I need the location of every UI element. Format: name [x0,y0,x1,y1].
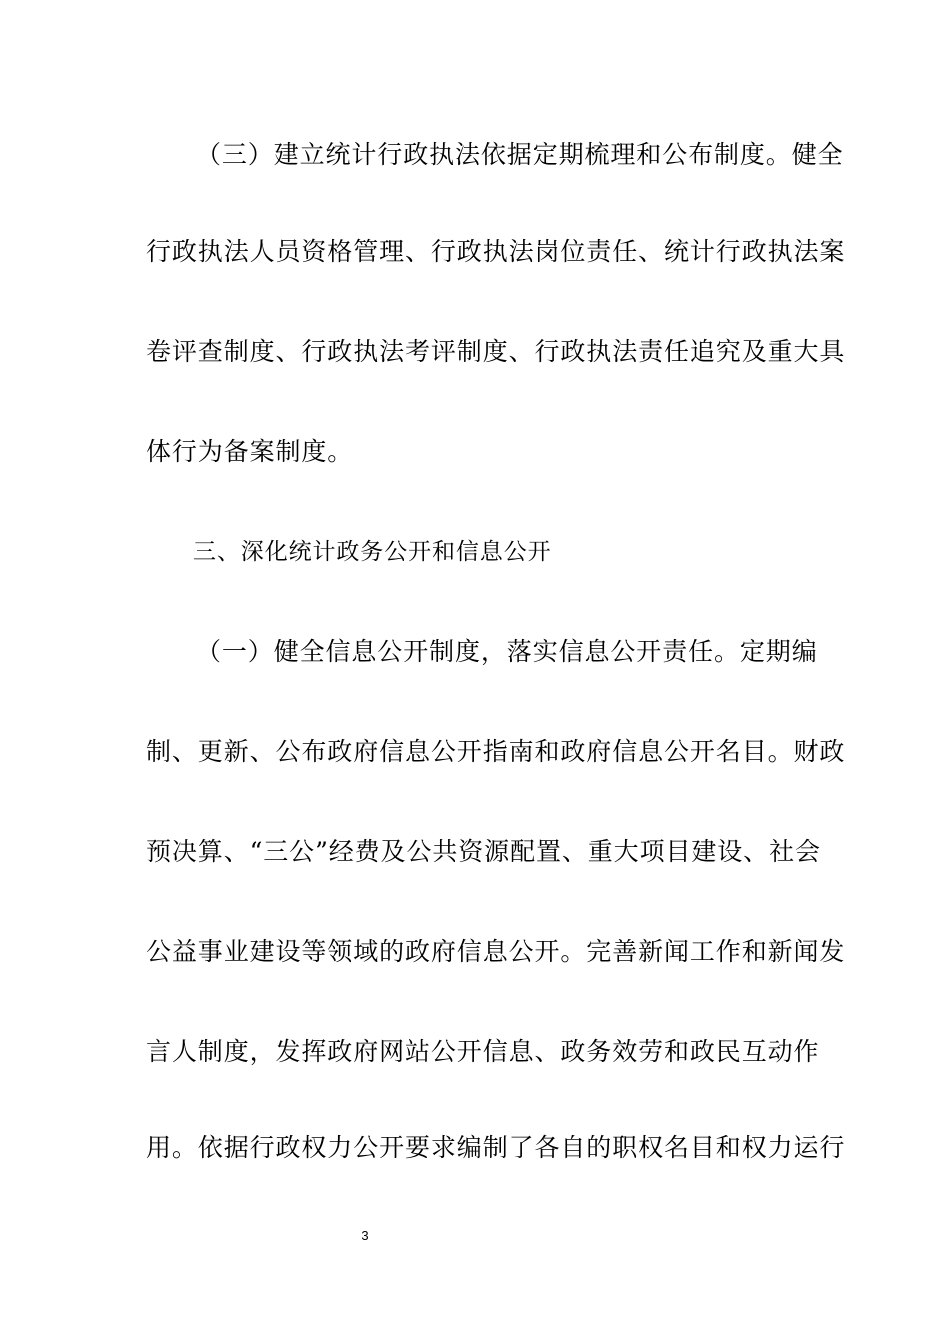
paragraph-line: 用。依据行政权力公开要求编制了各自的职权名目和权力运行 [146,1133,846,1162]
paragraph-line: （三）建立统计行政执法依据定期梳理和公布制度。健全 [196,140,844,169]
page-number: 3 [361,1228,369,1243]
paragraph-line: 预决算、“三公”经费及公共资源配置、重大项目建设、社会 [146,837,821,866]
section-heading: 三、深化统计政务公开和信息公开 [193,539,552,565]
paragraph-line: 制、更新、公布政府信息公开指南和政府信息公开名目。财政 [146,737,846,766]
paragraph-line: （一）健全信息公开制度，落实信息公开责任。定期编 [196,637,818,666]
paragraph-line: 公益事业建设等领域的政府信息公开。完善新闻工作和新闻发 [146,937,846,966]
paragraph-line: 行政执法人员资格管理、行政执法岗位责任、统计行政执法案 [146,237,846,266]
paragraph-line: 卷评查制度、行政执法考评制度、行政执法责任追究及重大具 [146,337,846,366]
paragraph-line: 言人制度，发挥政府网站公开信息、政务效劳和政民互动作 [146,1037,820,1066]
paragraph-line: 体行为备案制度。 [146,437,354,466]
